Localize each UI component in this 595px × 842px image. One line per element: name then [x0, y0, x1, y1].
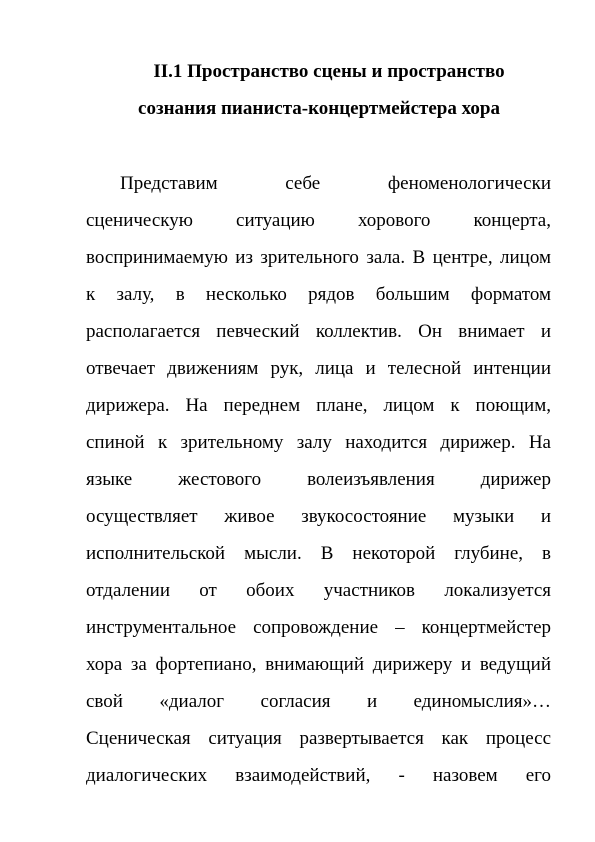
paragraph-line-9: языке жестового волеизъявления дирижер — [86, 469, 551, 490]
paragraph-line-2: сценическую ситуацию хорового концерта, — [86, 210, 551, 231]
section-heading-line-1: II.1 Пространство сцены и пространство — [153, 61, 505, 82]
paragraph-line-15: свой «диалог согласия и единомыслия»… — [86, 691, 551, 712]
paragraph-line-5: располагается певческий коллектив. Он внимает и — [86, 321, 551, 342]
paragraph-line-8: спиной к зрительному залу находится дирижер. На — [86, 432, 551, 453]
paragraph-line-16: Сценическая ситуация развертывается как процесс — [86, 728, 551, 749]
paragraph-line-14: хора за фортепиано, внимающий дирижеру и ведущий — [86, 654, 551, 675]
paragraph-line-17: диалогических взаимодействий, - назовем его — [86, 765, 551, 786]
paragraph-line-6: отвечает движениям рук, лица и телесной интенции — [86, 358, 551, 379]
paragraph-line-7: дирижера. На переднем плане, лицом к поющим, — [86, 395, 551, 416]
paragraph-line-13: инструментальное сопровождение – концертмейстер — [86, 617, 551, 638]
paragraph-line-1: Представим себе феноменологически — [120, 173, 551, 194]
paragraph-line-10: осуществляет живое звукосостояние музыки и — [86, 506, 551, 527]
paragraph-line-12: отдалении от обоих участников локализуется — [86, 580, 551, 601]
section-heading-line-2: сознания пианиста-концертмейстера хора — [138, 98, 500, 119]
paragraph-line-3: воспринимаемую из зрительного зала. В центре, лицом — [86, 247, 551, 268]
paragraph-line-11: исполнительской мысли. В некоторой глубине, в — [86, 543, 551, 564]
paragraph-line-4: к залу, в несколько рядов большим форматом — [86, 284, 551, 305]
